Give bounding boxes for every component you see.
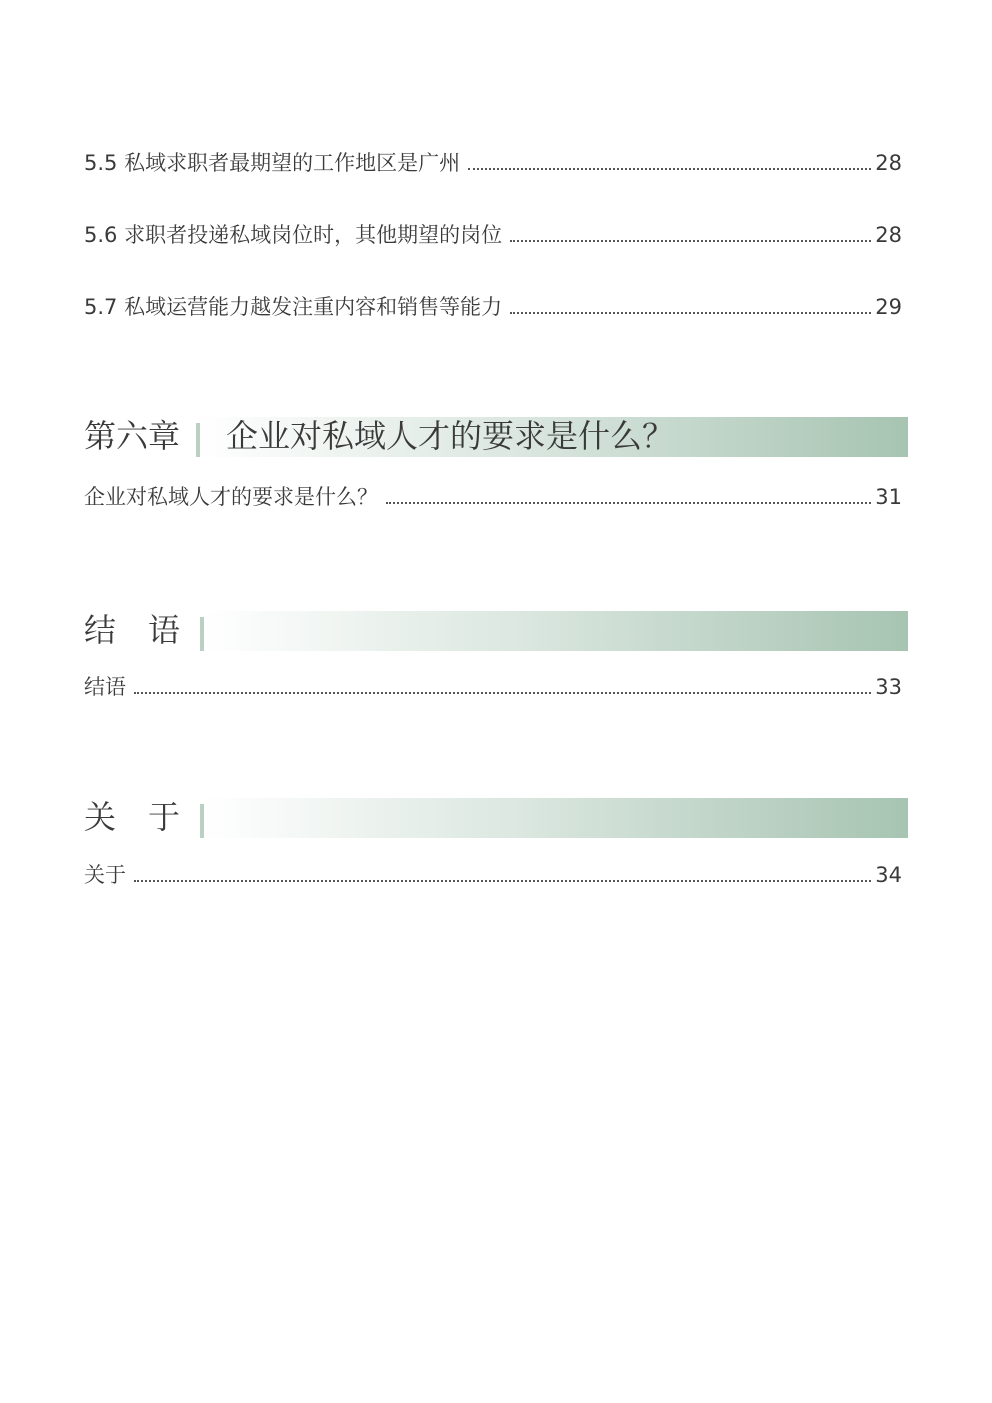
toc-page-number: 31 [875,485,902,509]
toc-entry-conclusion[interactable] [84,672,902,702]
toc-entry-5-7[interactable] [84,292,902,322]
toc-page-number: 33 [875,675,902,699]
toc-entry-label: 企业对私域人才的要求是什么？ [84,485,378,509]
toc-page-number: 28 [875,151,902,175]
chapter-6-banner [84,417,908,457]
dot-leader [510,240,871,242]
toc-entry-about[interactable] [84,860,902,890]
banner-gradient-bar [202,798,908,838]
conclusion-banner [84,611,908,651]
chapter-label: 结 语 [84,611,181,649]
toc-entry-label: 5.7 私域运营能力越发注重内容和销售等能力 [84,295,503,319]
toc-page-number: 28 [875,223,902,247]
toc-entry-label: 5.5 私域求职者最期望的工作地区是广州 [84,151,461,175]
toc-entry-5-6[interactable] [84,220,902,250]
about-banner [84,798,908,838]
toc-entry-label: 结语 [84,675,126,699]
dot-leader [510,312,871,314]
dot-leader [134,880,871,882]
chapter-label: 第六章 [84,417,181,455]
banner-divider [196,423,200,457]
banner-gradient-bar [202,611,908,651]
chapter-label: 关 于 [84,798,181,836]
dot-leader [386,502,871,504]
banner-divider [200,617,204,651]
dot-leader [134,692,871,694]
toc-page-number: 34 [875,863,902,887]
toc-entry-label: 关于 [84,863,126,887]
toc-entry-5-5[interactable] [84,148,902,178]
toc-entry-label: 5.6 求职者投递私域岗位时，其他期望的岗位 [84,223,503,247]
banner-divider [200,804,204,838]
toc-entry-chapter-6[interactable] [84,482,902,512]
dot-leader [468,168,871,170]
chapter-title: 企业对私域人才的要求是什么？ [226,417,675,455]
toc-page-number: 29 [875,295,902,319]
